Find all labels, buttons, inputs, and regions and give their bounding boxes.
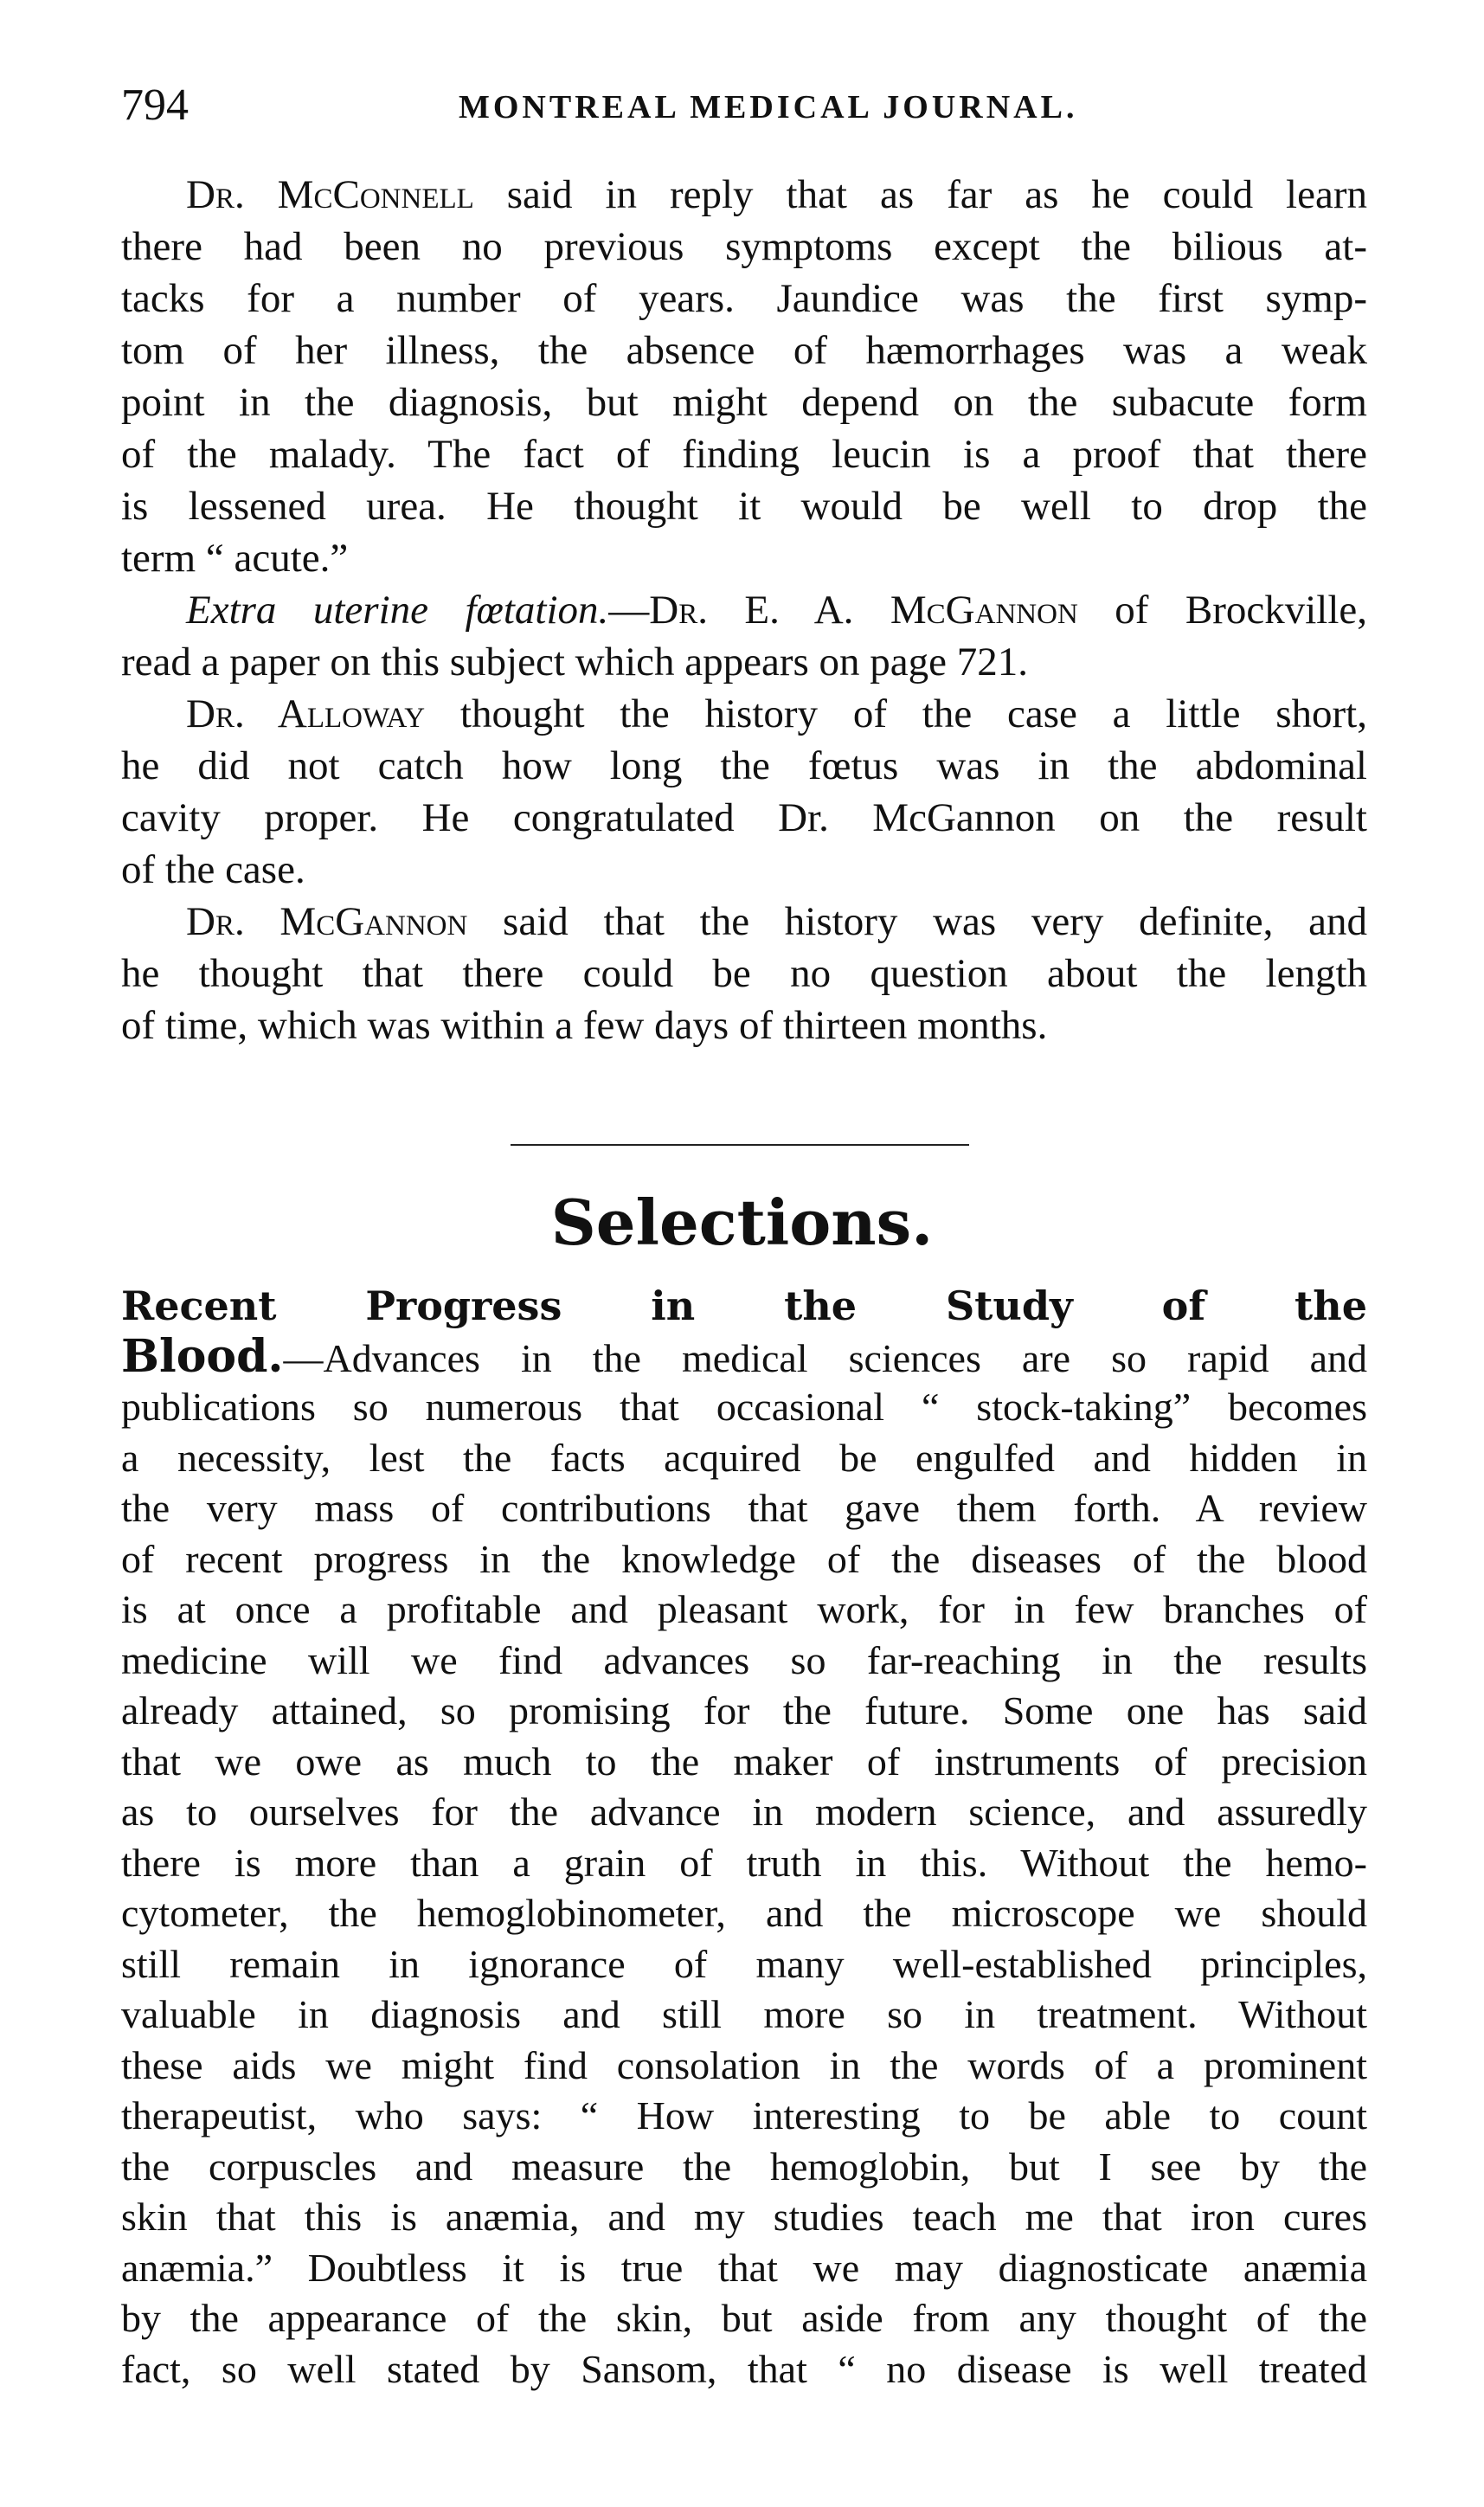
text-line: the very mass of contributions that gave them forth. A review: [121, 1486, 1367, 1530]
text-line: point in the diagnosis, but might depend on the subacute form: [121, 380, 1367, 425]
text-line: he did not catch how long the fœtus was in the abdominal: [121, 743, 1367, 788]
text-line: there had been no previous symptoms except the bilious at-: [121, 224, 1367, 269]
page-number: 794: [121, 80, 189, 130]
discussion-section: [121, 169, 1367, 1051]
text-line: skin that this is anæmia, and my studies teach me that iron cures: [121, 2195, 1367, 2239]
text-line: medicine will we find advances so far-reaching in the results: [121, 1637, 1367, 1682]
text-line: Dr. Alloway thought the history of the case a little short,: [186, 691, 1367, 736]
text-line: Extra uterine fœtation.—Dr. E. A. McGannon of Brockville,: [186, 588, 1367, 633]
speaker-name: Dr. McGannon: [186, 899, 468, 944]
running-title: MONTREAL MEDICAL JOURNAL.: [459, 89, 1078, 125]
text-line: Dr. McGannon said that the history was very definite, and: [186, 899, 1367, 944]
text-line: still remain in ignorance of many well-established principles,: [121, 1941, 1367, 1986]
text-line: he thought that there could be no question about the length: [121, 951, 1367, 996]
paper-title: Extra uterine fœtation.: [186, 588, 609, 633]
page-header: [121, 80, 1367, 132]
text-line: of time, which was within a few days of thirteen months.: [121, 1003, 1048, 1048]
paragraph-mcgannon-paper: [121, 584, 1367, 688]
section-heading: Selections.: [550, 1186, 934, 1259]
speaker-name: Dr. McConnell: [186, 172, 474, 217]
paragraph-alloway: [121, 688, 1367, 896]
text-line: by the appearance of the skin, but aside from any thought of the: [121, 2296, 1367, 2340]
article-recent-progress: [121, 1281, 1367, 2395]
section-divider: [511, 1144, 969, 1146]
text-line: cavity proper. He congratulated Dr. McGannon on the result: [121, 795, 1367, 840]
text-line: the corpuscles and measure the hemoglobin, but I see by the: [121, 2144, 1367, 2189]
article-title-lead: Blood.: [121, 1329, 284, 1383]
text-line: already attained, so promising for the future. Some one has said: [121, 1688, 1367, 1732]
text-line: of recent progress in the knowledge of the diseases of the blood: [121, 1536, 1367, 1581]
text-line: of the case.: [121, 847, 305, 892]
text-line: anæmia.” Doubtless it is true that we may diagnosticate anæmia: [121, 2245, 1367, 2290]
text-line: these aids we might find consolation in the words of a prominent: [121, 2042, 1367, 2087]
text-line: valuable in diagnosis and still more so in treatment. Without: [121, 1992, 1367, 2036]
paragraph-mcgannon-reply: [121, 896, 1367, 1051]
text-line: of the malady. The fact of finding leucin is a proof that there: [121, 432, 1367, 477]
text-line: therapeutist, who says: “ How interesting to be able to count: [121, 2093, 1367, 2137]
text-line: publications so numerous that occasional “ stock-taking” becomes: [121, 1385, 1367, 1429]
paragraph-mcconnell: [121, 169, 1367, 584]
text-line: term “ acute.”: [121, 536, 349, 581]
text-line: Dr. McConnell said in reply that as far as he could learn: [186, 172, 1367, 217]
text-line: is lessened urea. He thought it would be well to drop the: [121, 484, 1367, 529]
text-line: cytometer, the hemoglobinometer, and the microscope we should: [121, 1891, 1367, 1935]
speaker-name: Dr. Alloway: [186, 691, 426, 736]
text-line: fact, so well stated by Sansom, that “ no disease is well treated: [121, 2346, 1367, 2391]
article-title: Recent Progress in the Study of the: [121, 1282, 1367, 1329]
text-line: there is more than a grain of truth in this. Without the hemo-: [121, 1840, 1367, 1885]
speaker-name: —Dr. E. A. McGannon: [608, 588, 1078, 633]
text-line: is at once a profitable and pleasant work, for in few branches of: [121, 1587, 1367, 1631]
text-line: tom of her illness, the absence of hæmorrhages was a weak: [121, 328, 1367, 373]
text-line: a necessity, lest the facts acquired be engulfed and hidden in: [121, 1435, 1367, 1480]
text-line: as to ourselves for the advance in modern science, and assuredly: [121, 1790, 1367, 1834]
text-line: Blood.—Advances in the medical sciences are so rapid and: [121, 1329, 1367, 1383]
text-line: read a paper on this subject which appears on page 721.: [121, 640, 1028, 685]
text-line: that we owe as much to the maker of instruments of precision: [121, 1739, 1367, 1784]
text-line: tacks for a number of years. Jaundice was the first symp-: [121, 276, 1367, 321]
